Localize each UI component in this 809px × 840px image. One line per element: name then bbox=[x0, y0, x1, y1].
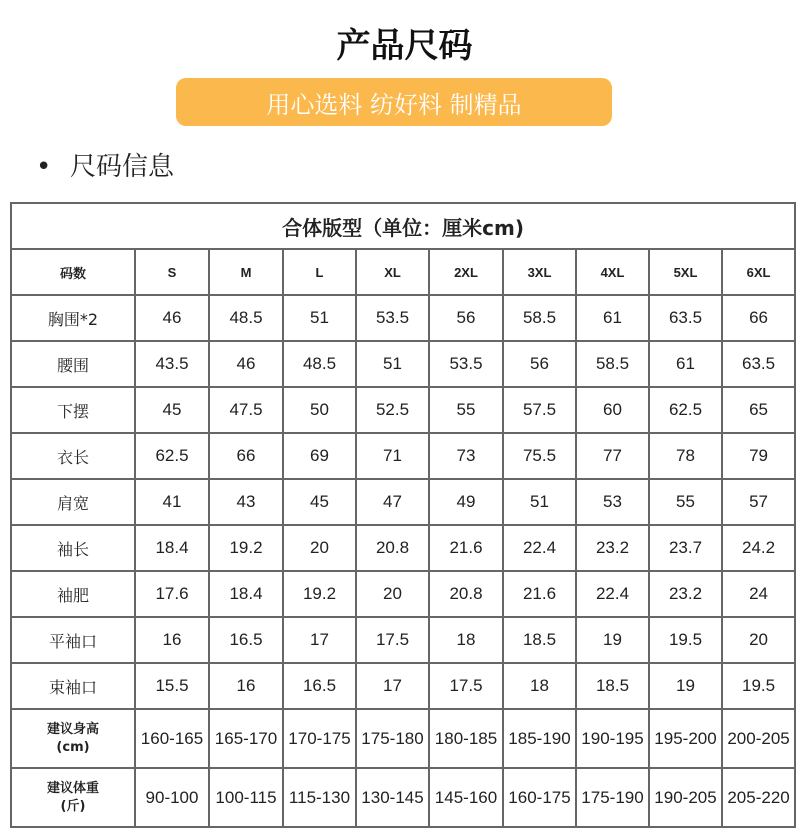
table-cell: 77 bbox=[576, 433, 649, 479]
table-cell: 46 bbox=[209, 341, 283, 387]
table-row bbox=[11, 768, 795, 827]
table-cell: 160-165 bbox=[135, 709, 209, 768]
table-cell: 43.5 bbox=[135, 341, 209, 387]
header-cell-size: 6XL bbox=[722, 249, 795, 295]
page-title: 产品尺码 bbox=[336, 26, 473, 66]
table-row bbox=[11, 525, 795, 571]
table-cell: 16 bbox=[135, 617, 209, 663]
row-label: 平袖口 bbox=[11, 617, 135, 663]
table-cell: 17.5 bbox=[356, 617, 429, 663]
table-cell: 53.5 bbox=[356, 295, 429, 341]
bullet-icon: • bbox=[36, 152, 52, 182]
table-cell: 175-180 bbox=[356, 709, 429, 768]
table-cell: 65 bbox=[722, 387, 795, 433]
table-row bbox=[11, 433, 795, 479]
table-cell: 17 bbox=[283, 617, 356, 663]
table-cell: 23.2 bbox=[649, 571, 722, 617]
row-label: 腰围 bbox=[11, 341, 135, 387]
table-row bbox=[11, 663, 795, 709]
header-cell-size: 4XL bbox=[576, 249, 649, 295]
table-cell: 195-200 bbox=[649, 709, 722, 768]
table-cell: 45 bbox=[283, 479, 356, 525]
header-cell-size: M bbox=[209, 249, 283, 295]
section-heading-text: 尺码信息 bbox=[70, 152, 175, 182]
table-cell: 52.5 bbox=[356, 387, 429, 433]
table-cell: 100-115 bbox=[209, 768, 283, 827]
table-cell: 18 bbox=[503, 663, 576, 709]
table-cell: 190-195 bbox=[576, 709, 649, 768]
table-cell: 145-160 bbox=[429, 768, 503, 827]
table-cell: 58.5 bbox=[503, 295, 576, 341]
header-cell-size: XL bbox=[356, 249, 429, 295]
table-cell: 22.4 bbox=[576, 571, 649, 617]
table-cell: 62.5 bbox=[135, 433, 209, 479]
row-label: 衣长 bbox=[11, 433, 135, 479]
table-cell: 19.2 bbox=[283, 571, 356, 617]
header-cell-size: 2XL bbox=[429, 249, 503, 295]
table-cell: 61 bbox=[576, 295, 649, 341]
table-row bbox=[11, 571, 795, 617]
table-cell: 78 bbox=[649, 433, 722, 479]
row-label: 肩宽 bbox=[11, 479, 135, 525]
table-cell: 73 bbox=[429, 433, 503, 479]
slogan-text: 用心选料 纺好料 制精品 bbox=[266, 90, 522, 119]
header-cell-size-label: 码数 bbox=[11, 249, 135, 295]
header-cell-size: 3XL bbox=[503, 249, 576, 295]
table-cell: 56 bbox=[429, 295, 503, 341]
row-label: 胸围*2 bbox=[11, 295, 135, 341]
table-cell: 20 bbox=[356, 571, 429, 617]
table-cell: 18.5 bbox=[503, 617, 576, 663]
table-cell: 53 bbox=[576, 479, 649, 525]
table-cell: 16.5 bbox=[209, 617, 283, 663]
table-cell: 90-100 bbox=[135, 768, 209, 827]
table-cell: 19 bbox=[576, 617, 649, 663]
table-cell: 18.4 bbox=[135, 525, 209, 571]
table-cell: 51 bbox=[356, 341, 429, 387]
table-row bbox=[11, 479, 795, 525]
row-label-line2: (cm) bbox=[56, 739, 90, 755]
table-cell: 60 bbox=[576, 387, 649, 433]
section-heading bbox=[36, 146, 174, 183]
table-cell: 15.5 bbox=[135, 663, 209, 709]
table-cell: 24 bbox=[722, 571, 795, 617]
table-cell: 16.5 bbox=[283, 663, 356, 709]
row-label: 袖肥 bbox=[11, 571, 135, 617]
table-cell: 21.6 bbox=[503, 571, 576, 617]
table-cell: 45 bbox=[135, 387, 209, 433]
table-cell: 75.5 bbox=[503, 433, 576, 479]
table-cell: 71 bbox=[356, 433, 429, 479]
table-cell: 19.5 bbox=[649, 617, 722, 663]
table-cell: 49 bbox=[429, 479, 503, 525]
header-cell-size: S bbox=[135, 249, 209, 295]
table-cell: 55 bbox=[649, 479, 722, 525]
table-cell: 185-190 bbox=[503, 709, 576, 768]
table-cell: 18.4 bbox=[209, 571, 283, 617]
table-cell: 63.5 bbox=[722, 341, 795, 387]
table-cell: 69 bbox=[283, 433, 356, 479]
table-cell: 46 bbox=[135, 295, 209, 341]
row-label-line1: 建议体重 bbox=[46, 780, 99, 796]
table-cell: 66 bbox=[209, 433, 283, 479]
table-cell: 115-130 bbox=[283, 768, 356, 827]
row-label bbox=[11, 768, 135, 827]
table-cell: 24.2 bbox=[722, 525, 795, 571]
table-cell: 50 bbox=[283, 387, 356, 433]
table-cell: 56 bbox=[503, 341, 576, 387]
table-cell: 51 bbox=[283, 295, 356, 341]
table-cell: 48.5 bbox=[209, 295, 283, 341]
table-cell: 58.5 bbox=[576, 341, 649, 387]
size-chart-table bbox=[10, 202, 796, 828]
table-cell: 62.5 bbox=[649, 387, 722, 433]
table-cell: 19.5 bbox=[722, 663, 795, 709]
table-cell: 20 bbox=[722, 617, 795, 663]
table-cell: 16 bbox=[209, 663, 283, 709]
table-cell: 66 bbox=[722, 295, 795, 341]
table-row bbox=[11, 341, 795, 387]
table-caption-row bbox=[11, 203, 795, 249]
header-cell-size: 5XL bbox=[649, 249, 722, 295]
table-cell: 190-205 bbox=[649, 768, 722, 827]
table-cell: 61 bbox=[649, 341, 722, 387]
table-cell: 47 bbox=[356, 479, 429, 525]
table-cell: 55 bbox=[429, 387, 503, 433]
row-label: 袖长 bbox=[11, 525, 135, 571]
table-cell: 130-145 bbox=[356, 768, 429, 827]
table-cell: 18.5 bbox=[576, 663, 649, 709]
table-row bbox=[11, 617, 795, 663]
table-cell: 19 bbox=[649, 663, 722, 709]
row-label: 下摆 bbox=[11, 387, 135, 433]
table-cell: 175-190 bbox=[576, 768, 649, 827]
table-cell: 205-220 bbox=[722, 768, 795, 827]
table-cell: 17 bbox=[356, 663, 429, 709]
table-cell: 22.4 bbox=[503, 525, 576, 571]
row-label bbox=[11, 709, 135, 768]
table-cell: 17.5 bbox=[429, 663, 503, 709]
table-cell: 17.6 bbox=[135, 571, 209, 617]
table-cell: 79 bbox=[722, 433, 795, 479]
table-cell: 165-170 bbox=[209, 709, 283, 768]
table-cell: 20 bbox=[283, 525, 356, 571]
table-cell: 23.2 bbox=[576, 525, 649, 571]
table-row bbox=[11, 295, 795, 341]
table-cell: 180-185 bbox=[429, 709, 503, 768]
table-cell: 21.6 bbox=[429, 525, 503, 571]
table-cell: 200-205 bbox=[722, 709, 795, 768]
header-cell-size: L bbox=[283, 249, 356, 295]
table-cell: 170-175 bbox=[283, 709, 356, 768]
row-label-line1: 建议身高 bbox=[46, 721, 99, 737]
table-cell: 57 bbox=[722, 479, 795, 525]
table-cell: 20.8 bbox=[356, 525, 429, 571]
table-row bbox=[11, 709, 795, 768]
row-label-line2: (斤) bbox=[60, 798, 86, 814]
table-cell: 57.5 bbox=[503, 387, 576, 433]
table-cell: 53.5 bbox=[429, 341, 503, 387]
table-cell: 18 bbox=[429, 617, 503, 663]
table-cell: 41 bbox=[135, 479, 209, 525]
table-cell: 48.5 bbox=[283, 341, 356, 387]
table-cell: 160-175 bbox=[503, 768, 576, 827]
row-label: 束袖口 bbox=[11, 663, 135, 709]
table-cell: 43 bbox=[209, 479, 283, 525]
table-cell: 47.5 bbox=[209, 387, 283, 433]
table-row bbox=[11, 387, 795, 433]
table-cell: 20.8 bbox=[429, 571, 503, 617]
table-caption: 合体版型（单位：厘米cm) bbox=[11, 203, 795, 249]
slogan-banner bbox=[176, 78, 612, 126]
table-cell: 63.5 bbox=[649, 295, 722, 341]
table-cell: 23.7 bbox=[649, 525, 722, 571]
table-cell: 19.2 bbox=[209, 525, 283, 571]
table-cell: 51 bbox=[503, 479, 576, 525]
table-header-row bbox=[11, 249, 795, 295]
